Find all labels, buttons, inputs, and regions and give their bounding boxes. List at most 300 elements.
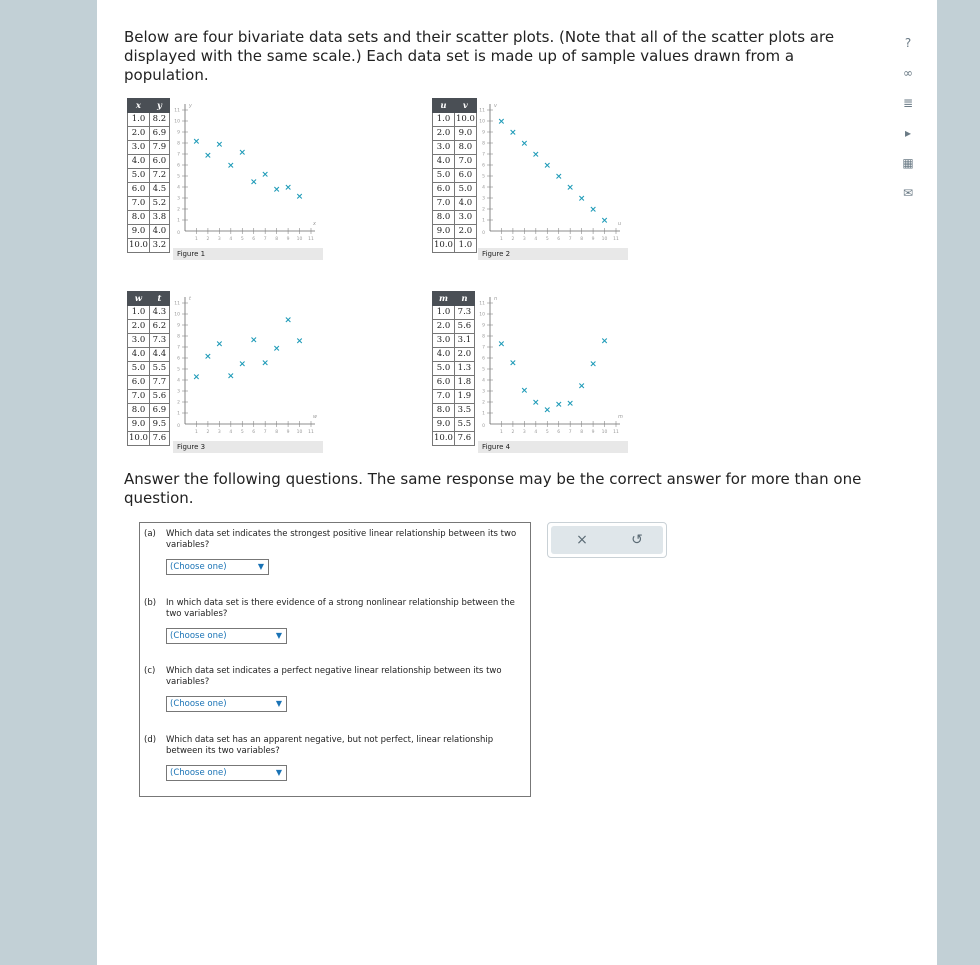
data-point: × bbox=[566, 183, 574, 193]
table-cell: 3.2 bbox=[149, 239, 169, 253]
x-tick-label: 7 bbox=[263, 430, 267, 435]
answer-select-a[interactable] bbox=[166, 559, 269, 575]
table-cell: 1.0 bbox=[128, 113, 150, 127]
column-header: v bbox=[454, 99, 476, 113]
y-tick-label: 3 bbox=[177, 389, 180, 395]
x-tick-label: 8 bbox=[275, 430, 279, 435]
table-cell: 8.0 bbox=[128, 211, 150, 225]
table-cell: 6.9 bbox=[149, 127, 169, 141]
figure-4 bbox=[432, 291, 632, 456]
x-tick-label: 9 bbox=[286, 237, 290, 242]
data-point: × bbox=[261, 358, 269, 369]
answer-select-b[interactable] bbox=[166, 628, 287, 644]
table-row bbox=[433, 211, 477, 225]
table-cell: 7.6 bbox=[149, 432, 169, 446]
y-tick-label: 1 bbox=[177, 411, 180, 417]
table-row bbox=[433, 183, 477, 197]
table-cell: 6.2 bbox=[149, 320, 169, 334]
x-tick-label: 3 bbox=[217, 430, 221, 435]
figure-2 bbox=[432, 98, 637, 263]
y-tick-label: 5 bbox=[482, 174, 485, 180]
data-point: × bbox=[204, 151, 212, 162]
answer-instructions: Answer the following questions. The same response may be the correct answer for more than one question. bbox=[124, 470, 862, 507]
notes-icon[interactable]: ≣ bbox=[902, 96, 914, 110]
x-tick-label: 7 bbox=[263, 237, 267, 242]
table-cell: 1.3 bbox=[454, 362, 474, 376]
table-cell: 10.0 bbox=[128, 239, 150, 253]
y-tick-label: 10 bbox=[174, 119, 180, 125]
table-row bbox=[128, 376, 170, 390]
question-text: In which data set is there evidence of a strong nonlinear relationship between the two variables? bbox=[166, 598, 515, 619]
x-tick-label: 8 bbox=[275, 237, 279, 242]
data-point: × bbox=[543, 405, 552, 416]
questions-box bbox=[139, 522, 531, 797]
x-tick-label: 10 bbox=[601, 237, 608, 242]
data-point: × bbox=[497, 339, 506, 350]
scatter-plot bbox=[478, 291, 628, 436]
table-cell: 9.0 bbox=[433, 225, 455, 239]
table-cell: 5.6 bbox=[149, 390, 169, 404]
data-point: × bbox=[284, 315, 292, 326]
table-cell: 7.9 bbox=[149, 141, 169, 155]
table-cell: 4.0 bbox=[454, 197, 476, 211]
table-row bbox=[128, 306, 170, 320]
table-cell: 5.0 bbox=[128, 362, 150, 376]
y-tick-label: 2 bbox=[177, 207, 180, 213]
table-cell: 1.0 bbox=[433, 306, 455, 320]
x-tick-label: 8 bbox=[580, 430, 584, 435]
question-label: (b) bbox=[144, 598, 157, 608]
data-point: × bbox=[543, 161, 552, 171]
table-cell: 8.0 bbox=[128, 404, 150, 418]
table-row bbox=[128, 362, 170, 376]
x-tick-label: 9 bbox=[591, 430, 595, 435]
table-cell: 5.0 bbox=[454, 183, 476, 197]
table-cell: 2.0 bbox=[128, 320, 150, 334]
question-label: (c) bbox=[144, 666, 156, 676]
x-tick-label: 4 bbox=[229, 237, 233, 242]
x-tick-label: 4 bbox=[534, 430, 538, 435]
table-cell: 4.3 bbox=[149, 306, 169, 320]
x-axis-label: w bbox=[313, 414, 318, 420]
table-row bbox=[128, 404, 170, 418]
table-row bbox=[128, 418, 170, 432]
origin-label: 0 bbox=[482, 424, 485, 429]
x-tick-label: 5 bbox=[545, 430, 549, 435]
column-header: x bbox=[128, 99, 150, 113]
figure-caption: Figure 2 bbox=[478, 248, 628, 260]
data-point: × bbox=[497, 117, 506, 127]
actions-bar bbox=[551, 526, 663, 554]
data-point: × bbox=[204, 351, 212, 362]
reset-button[interactable]: ↺ bbox=[631, 532, 643, 548]
x-tick-label: 3 bbox=[217, 237, 221, 242]
y-axis-label: y bbox=[189, 103, 192, 109]
table-cell: 9.0 bbox=[454, 127, 476, 141]
data-point: × bbox=[509, 128, 517, 138]
table-row bbox=[128, 127, 170, 141]
data-table bbox=[127, 291, 170, 446]
table-cell: 7.3 bbox=[454, 306, 474, 320]
origin-label: 0 bbox=[177, 231, 180, 236]
data-point: × bbox=[249, 177, 258, 188]
infinity-icon[interactable]: ∞ bbox=[903, 66, 913, 80]
table-cell: 6.0 bbox=[433, 376, 455, 390]
x-tick-label: 10 bbox=[601, 430, 608, 435]
y-tick-label: 5 bbox=[177, 367, 180, 373]
calculator-icon[interactable]: ▦ bbox=[902, 156, 914, 170]
data-point: × bbox=[589, 359, 597, 370]
table-row bbox=[433, 376, 475, 390]
question-text: Which data set has an apparent negative, but not perfect, linear relationship between its two variables? bbox=[166, 735, 494, 756]
data-point: × bbox=[249, 335, 258, 346]
y-tick-label: 2 bbox=[177, 400, 180, 406]
table-cell: 8.0 bbox=[433, 404, 455, 418]
question-label: (a) bbox=[144, 529, 156, 539]
table-row bbox=[128, 169, 170, 183]
data-point: × bbox=[238, 359, 247, 370]
table-row bbox=[128, 183, 170, 197]
y-tick-label: 6 bbox=[482, 356, 485, 362]
y-tick-label: 11 bbox=[174, 108, 180, 114]
table-cell: 7.0 bbox=[433, 390, 455, 404]
y-tick-label: 2 bbox=[482, 207, 485, 213]
y-tick-label: 9 bbox=[177, 130, 180, 136]
table-cell: 10.0 bbox=[128, 432, 150, 446]
data-point: × bbox=[192, 136, 201, 147]
x-tick-label: 2 bbox=[206, 237, 210, 242]
table-cell: 3.0 bbox=[433, 141, 455, 155]
data-table bbox=[432, 291, 475, 446]
scatter-plot bbox=[173, 291, 323, 436]
data-table bbox=[432, 98, 477, 253]
data-point: × bbox=[600, 336, 609, 347]
y-axis-label: t bbox=[189, 296, 191, 302]
data-point: × bbox=[554, 400, 563, 411]
table-cell: 7.2 bbox=[149, 169, 169, 183]
table-cell: 4.0 bbox=[128, 348, 150, 362]
data-point: × bbox=[227, 161, 235, 171]
table-row bbox=[433, 362, 475, 376]
x-tick-label: 11 bbox=[613, 237, 619, 242]
x-tick-label: 6 bbox=[252, 237, 256, 242]
table-cell: 2.0 bbox=[454, 348, 474, 362]
table-cell: 2.0 bbox=[433, 320, 455, 334]
table-row bbox=[128, 225, 170, 239]
figure-caption: Figure 4 bbox=[478, 441, 628, 453]
table-cell: 5.0 bbox=[433, 169, 455, 183]
table-cell: 9.5 bbox=[149, 418, 169, 432]
figure-caption: Figure 1 bbox=[173, 248, 323, 260]
table-row bbox=[128, 211, 170, 225]
chevron-down-icon: ▼ bbox=[275, 699, 282, 708]
data-point: × bbox=[566, 399, 574, 410]
table-row bbox=[433, 127, 477, 141]
y-tick-label: 7 bbox=[482, 345, 485, 351]
column-header: t bbox=[149, 292, 169, 306]
table-row bbox=[433, 348, 475, 362]
x-tick-label: 2 bbox=[511, 430, 515, 435]
x-tick-label: 11 bbox=[308, 237, 314, 242]
x-tick-label: 7 bbox=[568, 430, 572, 435]
answer-select-d[interactable] bbox=[166, 765, 287, 781]
data-point: × bbox=[272, 185, 281, 196]
table-cell: 1.8 bbox=[454, 376, 474, 390]
x-tick-label: 8 bbox=[580, 237, 584, 242]
data-point: × bbox=[520, 139, 529, 149]
y-tick-label: 5 bbox=[482, 367, 485, 373]
y-tick-label: 3 bbox=[177, 196, 180, 202]
y-tick-label: 1 bbox=[482, 218, 485, 224]
question-text: Which data set indicates a perfect negative linear relationship between its two variables? bbox=[166, 666, 502, 687]
table-row bbox=[128, 432, 170, 446]
data-point: × bbox=[215, 339, 224, 350]
x-tick-label: 10 bbox=[296, 430, 303, 435]
table-cell: 7.0 bbox=[128, 197, 150, 211]
table-row bbox=[433, 418, 475, 432]
select-value: (Choose one) bbox=[170, 768, 227, 778]
table-cell: 5.6 bbox=[454, 320, 474, 334]
table-cell: 5.5 bbox=[454, 418, 474, 432]
data-point: × bbox=[295, 191, 304, 202]
table-cell: 4.0 bbox=[433, 155, 455, 169]
y-tick-label: 1 bbox=[177, 218, 180, 224]
data-point: × bbox=[577, 194, 586, 204]
data-point: × bbox=[532, 150, 540, 160]
table-row bbox=[128, 390, 170, 404]
column-header: y bbox=[149, 99, 169, 113]
x-tick-label: 1 bbox=[500, 430, 503, 435]
chevron-down-icon: ▼ bbox=[257, 562, 264, 571]
table-cell: 5.5 bbox=[149, 362, 169, 376]
origin-label: 0 bbox=[482, 231, 485, 236]
help-icon[interactable]: ? bbox=[904, 36, 912, 50]
table-cell: 1.0 bbox=[128, 306, 150, 320]
table-cell: 7.3 bbox=[149, 334, 169, 348]
x-tick-label: 9 bbox=[286, 430, 290, 435]
table-cell: 3.0 bbox=[128, 334, 150, 348]
x-tick-label: 9 bbox=[591, 237, 595, 242]
x-tick-label: 1 bbox=[500, 237, 503, 242]
table-row bbox=[433, 320, 475, 334]
x-tick-label: 10 bbox=[296, 237, 303, 242]
y-tick-label: 4 bbox=[177, 185, 180, 191]
data-point: × bbox=[238, 147, 247, 158]
table-cell: 4.0 bbox=[128, 155, 150, 169]
table-cell: 9.0 bbox=[128, 418, 150, 432]
table-cell: 8.0 bbox=[454, 141, 476, 155]
y-tick-label: 11 bbox=[174, 301, 180, 307]
chevron-down-icon: ▼ bbox=[275, 631, 282, 640]
table-cell: 1.0 bbox=[454, 239, 476, 253]
table-row bbox=[433, 197, 477, 211]
table-cell: 7.0 bbox=[128, 390, 150, 404]
y-tick-label: 4 bbox=[482, 378, 485, 384]
column-header: n bbox=[454, 292, 474, 306]
y-tick-label: 9 bbox=[482, 130, 485, 136]
table-cell: 3.8 bbox=[149, 211, 169, 225]
question-text: Which data set indicates the strongest positive linear relationship between its two variables? bbox=[166, 529, 517, 550]
y-tick-label: 8 bbox=[482, 334, 485, 340]
x-tick-label: 4 bbox=[229, 430, 233, 435]
table-row bbox=[433, 155, 477, 169]
y-tick-label: 7 bbox=[177, 345, 180, 351]
table-row bbox=[128, 197, 170, 211]
table-cell: 6.0 bbox=[149, 155, 169, 169]
y-tick-label: 7 bbox=[177, 152, 180, 158]
y-tick-label: 10 bbox=[479, 119, 485, 125]
chevron-down-icon: ▼ bbox=[275, 768, 282, 777]
y-tick-label: 5 bbox=[177, 174, 180, 180]
x-tick-label: 11 bbox=[308, 430, 314, 435]
x-tick-label: 5 bbox=[545, 237, 549, 242]
column-header: m bbox=[433, 292, 455, 306]
table-row bbox=[433, 169, 477, 183]
x-axis-label: m bbox=[618, 414, 623, 420]
table-cell: 7.7 bbox=[149, 376, 169, 390]
table-row bbox=[128, 113, 170, 127]
data-point: × bbox=[272, 344, 281, 355]
data-point: × bbox=[554, 172, 563, 182]
table-cell: 9.0 bbox=[128, 225, 150, 239]
table-cell: 7.0 bbox=[454, 155, 476, 169]
x-axis-label: x bbox=[313, 221, 316, 227]
x-tick-label: 2 bbox=[206, 430, 210, 435]
column-header: u bbox=[433, 99, 455, 113]
y-tick-label: 4 bbox=[482, 185, 485, 191]
x-tick-label: 1 bbox=[195, 237, 198, 242]
table-cell: 6.0 bbox=[128, 183, 150, 197]
x-tick-label: 6 bbox=[252, 430, 256, 435]
data-point: × bbox=[261, 169, 269, 180]
table-row bbox=[433, 306, 475, 320]
data-point: × bbox=[295, 336, 304, 347]
table-row bbox=[128, 334, 170, 348]
x-tick-label: 1 bbox=[195, 430, 198, 435]
y-tick-label: 6 bbox=[177, 356, 180, 362]
table-cell: 3.0 bbox=[433, 334, 455, 348]
scatter-plot bbox=[478, 98, 628, 243]
table-cell: 4.5 bbox=[149, 183, 169, 197]
y-axis-label: n bbox=[494, 296, 498, 302]
y-tick-label: 4 bbox=[177, 378, 180, 384]
x-tick-label: 3 bbox=[522, 237, 526, 242]
data-point: × bbox=[600, 216, 609, 226]
table-cell: 1.9 bbox=[454, 390, 474, 404]
x-tick-label: 3 bbox=[522, 430, 526, 435]
table-cell: 3.5 bbox=[454, 404, 474, 418]
data-point: × bbox=[227, 371, 235, 382]
y-tick-label: 8 bbox=[177, 334, 180, 340]
y-tick-label: 8 bbox=[482, 141, 485, 147]
table-cell: 8.0 bbox=[433, 211, 455, 225]
table-cell: 8.2 bbox=[149, 113, 169, 127]
clear-button[interactable]: × bbox=[576, 532, 588, 548]
figure-1 bbox=[127, 98, 327, 263]
table-cell: 6.0 bbox=[433, 183, 455, 197]
answer-select-c[interactable] bbox=[166, 696, 287, 712]
figure-caption: Figure 3 bbox=[173, 441, 323, 453]
x-tick-label: 5 bbox=[240, 237, 244, 242]
table-cell: 2.0 bbox=[128, 127, 150, 141]
video-icon[interactable]: ▸ bbox=[904, 126, 912, 140]
y-tick-label: 8 bbox=[177, 141, 180, 147]
table-row bbox=[433, 432, 475, 446]
mail-icon[interactable]: ✉ bbox=[902, 186, 914, 200]
data-point: × bbox=[520, 385, 529, 396]
table-cell: 1.0 bbox=[433, 113, 455, 127]
table-cell: 2.0 bbox=[433, 127, 455, 141]
y-tick-label: 6 bbox=[177, 163, 180, 169]
table-cell: 6.9 bbox=[149, 404, 169, 418]
table-cell: 2.0 bbox=[454, 225, 476, 239]
table-row bbox=[433, 225, 477, 239]
select-value: (Choose one) bbox=[170, 631, 227, 641]
table-row bbox=[433, 239, 477, 253]
table-row bbox=[433, 141, 477, 155]
table-cell: 7.6 bbox=[454, 432, 474, 446]
table-cell: 5.0 bbox=[433, 362, 455, 376]
table-cell: 9.0 bbox=[433, 418, 455, 432]
scatter-plot bbox=[173, 98, 323, 243]
table-cell: 10.0 bbox=[454, 113, 476, 127]
x-tick-label: 5 bbox=[240, 430, 244, 435]
table-cell: 6.0 bbox=[128, 376, 150, 390]
x-tick-label: 11 bbox=[613, 430, 619, 435]
table-row bbox=[128, 320, 170, 334]
y-tick-label: 11 bbox=[479, 301, 485, 307]
data-point: × bbox=[192, 372, 201, 383]
data-point: × bbox=[589, 205, 597, 215]
table-cell: 3.0 bbox=[128, 141, 150, 155]
table-cell: 4.4 bbox=[149, 348, 169, 362]
table-row bbox=[433, 113, 477, 127]
data-point: × bbox=[532, 398, 540, 408]
table-cell: 4.0 bbox=[149, 225, 169, 239]
column-header: w bbox=[128, 292, 150, 306]
y-tick-label: 9 bbox=[482, 323, 485, 329]
x-tick-label: 7 bbox=[568, 237, 572, 242]
x-tick-label: 2 bbox=[511, 237, 515, 242]
y-tick-label: 3 bbox=[482, 196, 485, 202]
y-tick-label: 10 bbox=[174, 312, 180, 318]
table-cell: 4.0 bbox=[433, 348, 455, 362]
y-tick-label: 10 bbox=[479, 312, 485, 318]
y-tick-label: 3 bbox=[482, 389, 485, 395]
y-tick-label: 9 bbox=[177, 323, 180, 329]
origin-label: 0 bbox=[177, 424, 180, 429]
y-tick-label: 2 bbox=[482, 400, 485, 406]
data-point: × bbox=[577, 381, 586, 392]
table-cell: 10.0 bbox=[433, 432, 455, 446]
y-axis-label: v bbox=[494, 103, 497, 109]
y-tick-label: 1 bbox=[482, 411, 485, 417]
x-tick-label: 4 bbox=[534, 237, 538, 242]
figure-3 bbox=[127, 291, 327, 456]
table-row bbox=[128, 141, 170, 155]
table-row bbox=[433, 404, 475, 418]
select-value: (Choose one) bbox=[170, 699, 227, 709]
table-row bbox=[433, 390, 475, 404]
table-cell: 10.0 bbox=[433, 239, 455, 253]
data-point: × bbox=[284, 183, 292, 193]
select-value: (Choose one) bbox=[170, 562, 227, 572]
question-label: (d) bbox=[144, 735, 157, 745]
table-row bbox=[128, 155, 170, 169]
data-point: × bbox=[509, 358, 517, 369]
data-table bbox=[127, 98, 170, 253]
x-tick-label: 6 bbox=[557, 237, 561, 242]
